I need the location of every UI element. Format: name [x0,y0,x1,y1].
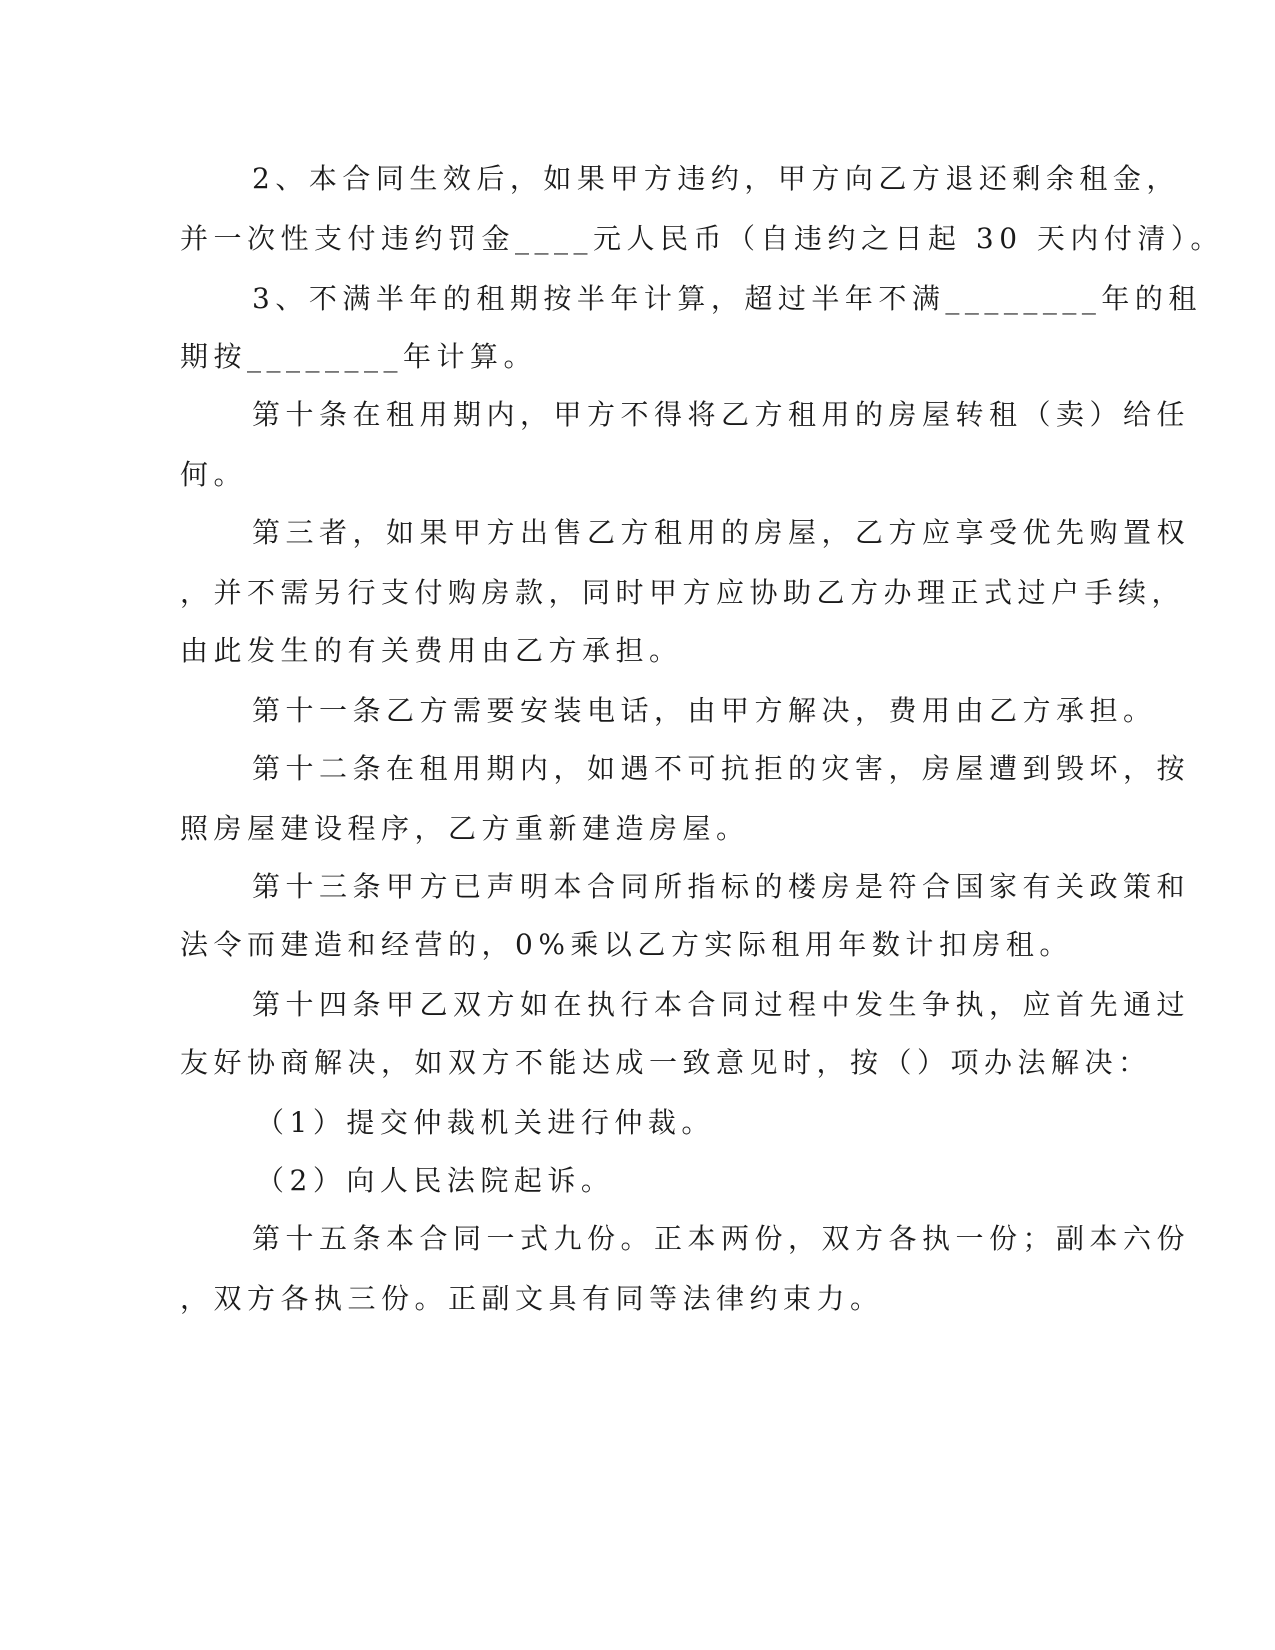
text-line-4: 期按________年计算。 [180,340,538,373]
text-line-8: ，并不需另行支付购房款，同时甲方应协助乙方办理正式过户手续， [180,576,1186,609]
text-line-14: 法令而建造和经营的，0%乘以乙方实际租用年数计扣房租。 [180,928,1073,961]
text-line-18: （2）向人民法院起诉。 [256,1164,615,1197]
text-line-17: （1）提交仲裁机关进行仲裁。 [256,1106,715,1139]
text-line-11: 第十二条在租用期内，如遇不可抗拒的灾害，房屋遭到毁坏，按 [252,752,1191,785]
text-line-1: 2、本合同生效后，如果甲方违约，甲方向乙方退还剩余租金， [252,162,1180,195]
text-line-9: 由此发生的有关费用由乙方承担。 [180,634,683,667]
text-line-10: 第十一条乙方需要安装电话，由甲方解决，费用由乙方承担。 [252,694,1157,727]
text-line-3: 3、不满半年的租期按半年计算，超过半年不满________年的租 [252,282,1202,315]
text-line-12: 照房屋建设程序，乙方重新建造房屋。 [180,812,750,845]
text-line-19: 第十五条本合同一式九份。正本两份，双方各执一份；副本六份 [252,1222,1191,1255]
text-line-13: 第十三条甲方已声明本合同所指标的楼房是符合国家有关政策和 [252,870,1191,903]
text-line-15: 第十四条甲乙双方如在执行本合同过程中发生争执，应首先通过 [252,988,1191,1021]
text-line-7: 第三者，如果甲方出售乙方租用的房屋，乙方应享受优先购置权 [252,516,1191,549]
text-line-6: 何。 [180,458,248,491]
text-line-20: ，双方各执三份。正副文具有同等法律约束力。 [180,1282,884,1315]
text-line-16: 友好协商解决，如双方不能达成一致意见时，按（）项办法解决： [180,1046,1152,1079]
text-line-2: 并一次性支付违约罚金____元人民币（自违约之日起 30 天内付清）。 [180,222,1224,255]
text-line-5: 第十条在租用期内，甲方不得将乙方租用的房屋转租（卖）给任 [252,398,1191,431]
